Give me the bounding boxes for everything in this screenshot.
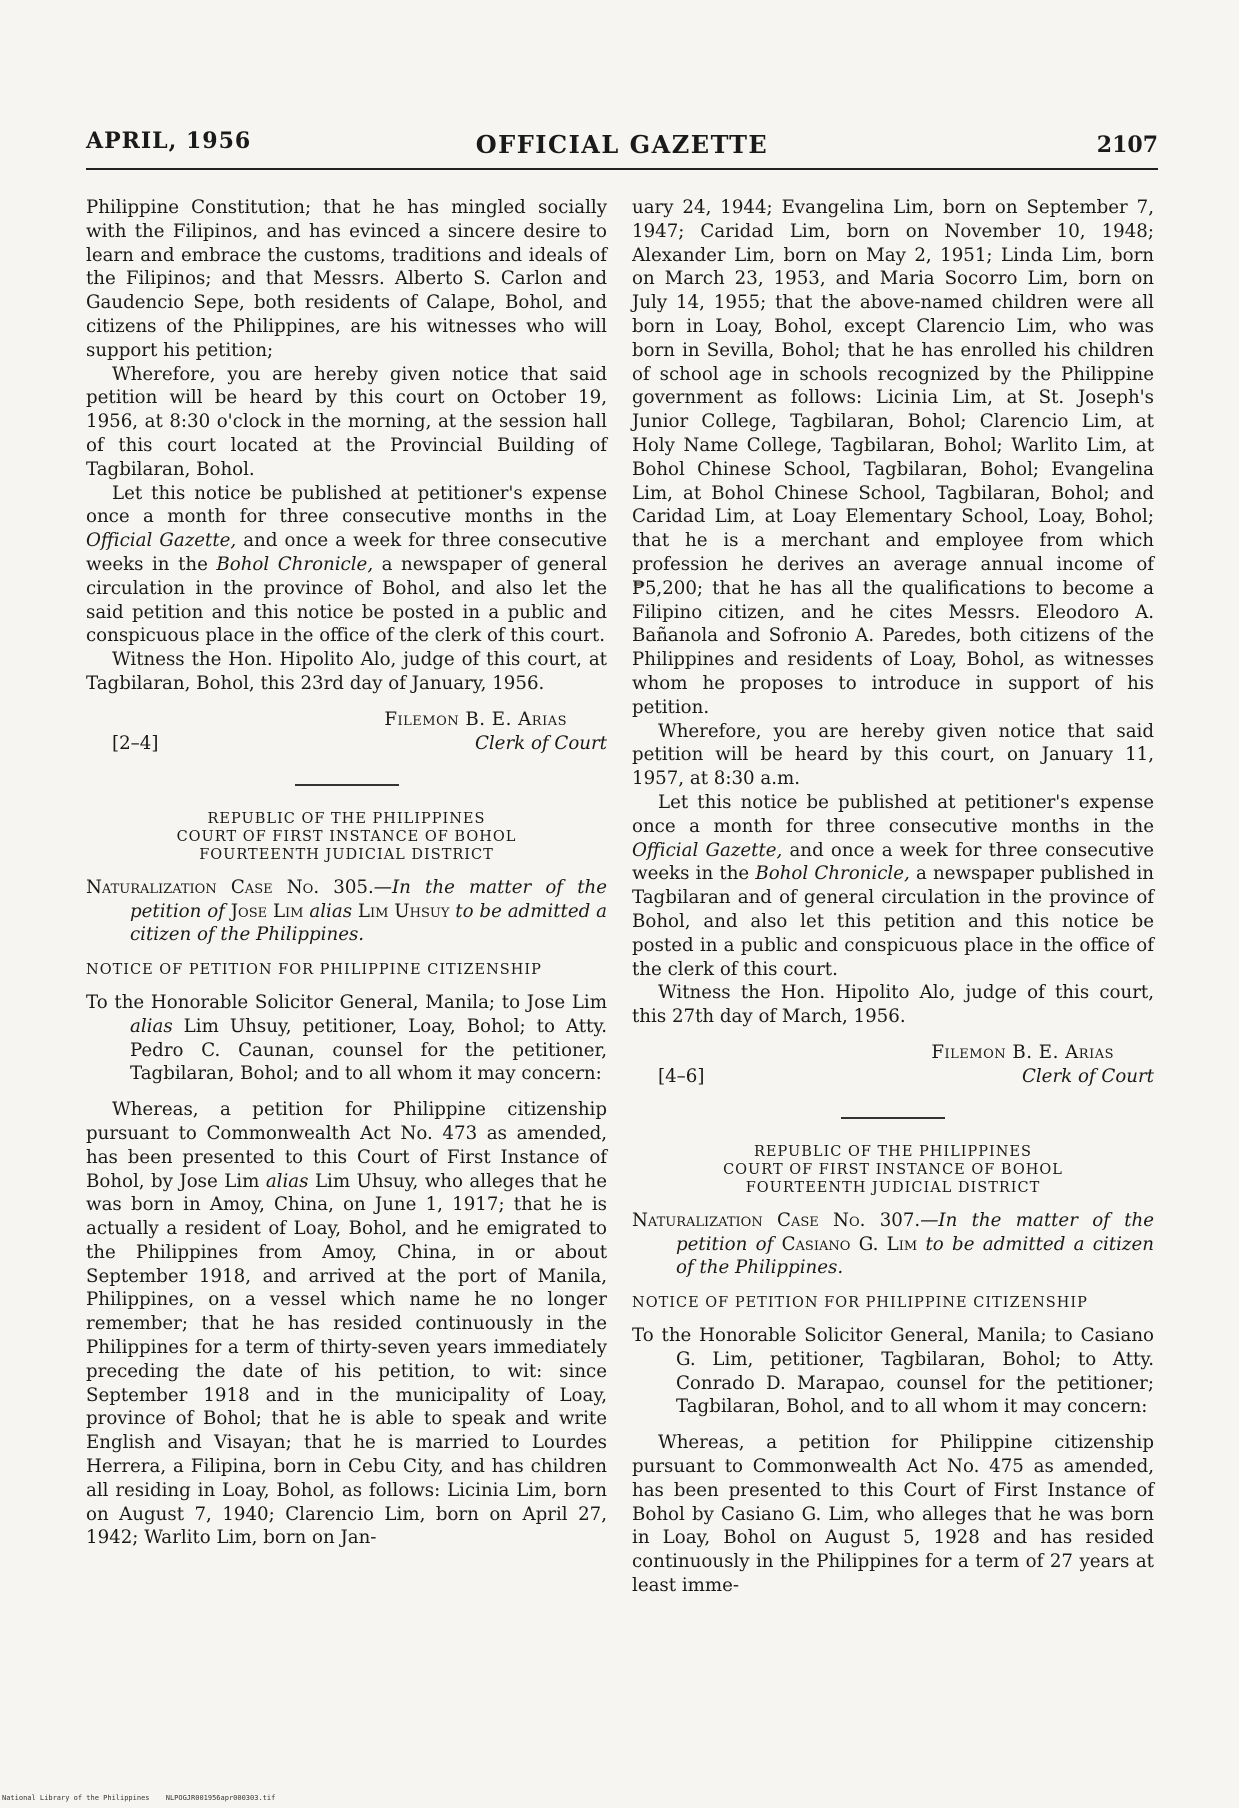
- paragraph: Philippine Constitution; that he has mingled socially with the Filipinos, and has evinced a sincere desire to learn and embrace the customs, traditions and ideals of the Filipinos; and that Messrs. Alberto S. Carlon and Gaudencio Sepe, both residents of Calape, Bohol, and citizens of the Philippines, are his witnesses who will support his petition;: [86, 197, 607, 361]
- issue-reference: [2–4]: [112, 732, 159, 754]
- page-number: 2107: [1096, 132, 1158, 158]
- notice-heading: NOTICE OF PETITION FOR PHILIPPINE CITIZENSHIP: [86, 962, 542, 979]
- paragraph: Let this notice be published at petitioner's expense once a month for three consecutive months in the Official Gazette, and once a week for three consecutive weeks in the Bohol Chronicle, a newspaper published in Tagbilaran and of general circulation in the province of Bohol, and also let this petition and this notice be posted in a public and conspicuous place in the office of the clerk of this court.: [632, 791, 1155, 980]
- court-heading: REPUBLIC OF THE PHILIPPINES COURT OF FIRST INSTANCE OF BOHOL FOURTEENTH JUDICIAL DISTRICT: [723, 1143, 1063, 1196]
- signatory-title: Clerk of Court: [1021, 1065, 1154, 1087]
- paragraph: Let this notice be published at petitioner's expense once a month for three consecutive months in the Official Gazette, and once a week for three consecutive weeks in the Bohol Chronicle, a newspaper of general circulation in the province of Bohol, and also let the said petition and this notice be posted in a public and conspicuous place in the office of the clerk of this court.: [86, 482, 608, 647]
- paragraph: Whereas, a petition for Philippine citizenship pursuant to Commonwealth Act No. 475 as amended, has been presented to this Court of First Instance of Bohol by Casiano G. Lim, who alleges that he was born in Loay, Bohol on August 5, 1928 and has resided continuously in the Philippines for a term of 27 years at least imme-: [632, 1432, 1154, 1597]
- signature-block: [86, 708, 607, 758]
- paragraph: Wherefore, you are hereby given notice that said petition will be heard by this court on October 19, 1956, at 8:30 o'clock in the morning, at the session hall of this court located at the Provincial Building of Tagbilaran, Bohol.: [86, 363, 607, 480]
- issue-date: APRIL, 1956: [86, 128, 252, 154]
- scan-footer: [2, 1794, 287, 1802]
- paragraph: Whereas, a petition for Philippine citizenship pursuant to Commonwealth Act No. 473 as amended, has been presented to this Court of First Instance of Bohol, by Jose Lim alias Lim Uhsuy, who alleges that he was born in Amoy, China, on June 1, 1917; that he is actually a resident of Loay, Bohol, and he emigrated to the Philippines from Amoy, China, in or about September 1918, and arrived at the port of Manila, Philippines, on a vessel which name he no longer remember; that he has resided continuously in the Philippines for a term of thirty-seven years immediately preceding the date of his petition, to wit: since September 1918 and in the municipality of Loay, province of Bohol; that he is able to speak and write English and Visayan; that he is married to Lourdes Herrera, a Filipina, born in Cebu City, and has children all residing in Loay, Bohol, as follows: Licinia Lim, born on August 7, 1940; Clarencio Lim, born on April 27, 1942; Warlito Lim, born on Jan-: [86, 1099, 607, 1549]
- addressee-block: To the Honorable Solicitor General, Manila; to Jose Lim alias Lim Uhsuy, petitioner, Loay, Bohol; to Atty. Pedro C. Caunan, counsel for the petitioner, Tagbilaran, Bohol; and to all whom it may concern:: [86, 991, 607, 1085]
- signatory-title: Clerk of Court: [474, 732, 607, 754]
- signatory-name: Filemon B. E. Arias: [931, 1041, 1114, 1063]
- file-name: NLPOGJR001956apr000303.tif: [165, 1794, 276, 1802]
- right-column: [632, 196, 1154, 1598]
- case-title: Naturalization Case No. 307.—In the matter of the petition of Casiano G. Lim to be admitted a citizen of the Philippines.: [632, 1209, 1154, 1279]
- court-heading: REPUBLIC OF THE PHILIPPINES COURT OF FIRST INSTANCE OF BOHOL FOURTEENTH JUDICIAL DISTRICT: [176, 810, 517, 863]
- paragraph: Witness the Hon. Hipolito Alo, judge of this court, this 27th day of March, 1956.: [632, 982, 1154, 1028]
- signatory-name: Filemon B. E. Arias: [384, 708, 567, 730]
- section-divider: [841, 1117, 945, 1119]
- signature-block: [632, 1041, 1154, 1091]
- addressee-block: To the Honorable Solicitor General, Manila; to Casiano G. Lim, petitioner, Tagbilaran, Bohol; to Atty. Conrado D. Marapao, counsel for the petitioner; Tagbilaran, Bohol, and to all whom it may concern:: [632, 1325, 1154, 1418]
- paragraph: uary 24, 1944; Evangelina Lim, born on September 7, 1947; Caridad Lim, born on November 10, 1948; Alexander Lim, born on May 2, 1951; Linda Lim, born on March 23, 1953, and Maria Socorro Lim, born on July 14, 1955; that the above-named children were all born in Loay, Bohol, except Clarencio Lim, who was born in Sevilla, Bohol; that he has enrolled his children of school age in schools recognized by the Philippine government as follows: Licinia Lim, at St. Joseph's Junior College, Tagbilaran, Bohol; Clarencio Lim, at Holy Name College, Tagbilaran, Bohol; Warlito Lim, at Bohol Chinese School, Tagbilaran, Bohol; Evangelina Lim, at Bohol Chinese School, Tagbilaran, Bohol; and Caridad Lim, at Loay Elementary School, Loay, Bohol; that he is a merchant and employee from which profession he derives an average annual income of ₱5,200; that he has all the qualifications to become a Filipino citizen, and he cites Messrs. Eleodoro A. Bañanola and Sofronio A. Paredes, both citizens of the Philippines and residents of Loay, Bohol, as witnesses whom he proposes to introduce in support of his petition.: [632, 197, 1154, 718]
- library-credit: National Library of the Philippines: [2, 1794, 150, 1802]
- left-column: [86, 196, 607, 1550]
- section-divider: [295, 784, 399, 786]
- issue-reference: [4–6]: [658, 1065, 705, 1087]
- paragraph: Wherefore, you are hereby given notice that said petition will be heard by this court, on January 11, 1957, at 8:30 a.m.: [632, 720, 1154, 790]
- header-rule: [86, 168, 1158, 170]
- paragraph: Witness the Hon. Hipolito Alo, judge of this court, at Tagbilaran, Bohol, this 23rd day of January, 1956.: [86, 649, 607, 694]
- case-title: Naturalization Case No. 305.—In the matter of the petition of Jose Lim alias Lim Uhsuy to be admitted a citizen of the Philippines.: [86, 876, 607, 946]
- notice-heading: NOTICE OF PETITION FOR PHILIPPINE CITIZENSHIP: [632, 1295, 1088, 1312]
- publication-title: OFFICIAL GAZETTE: [475, 130, 769, 159]
- page-header: [86, 128, 1158, 168]
